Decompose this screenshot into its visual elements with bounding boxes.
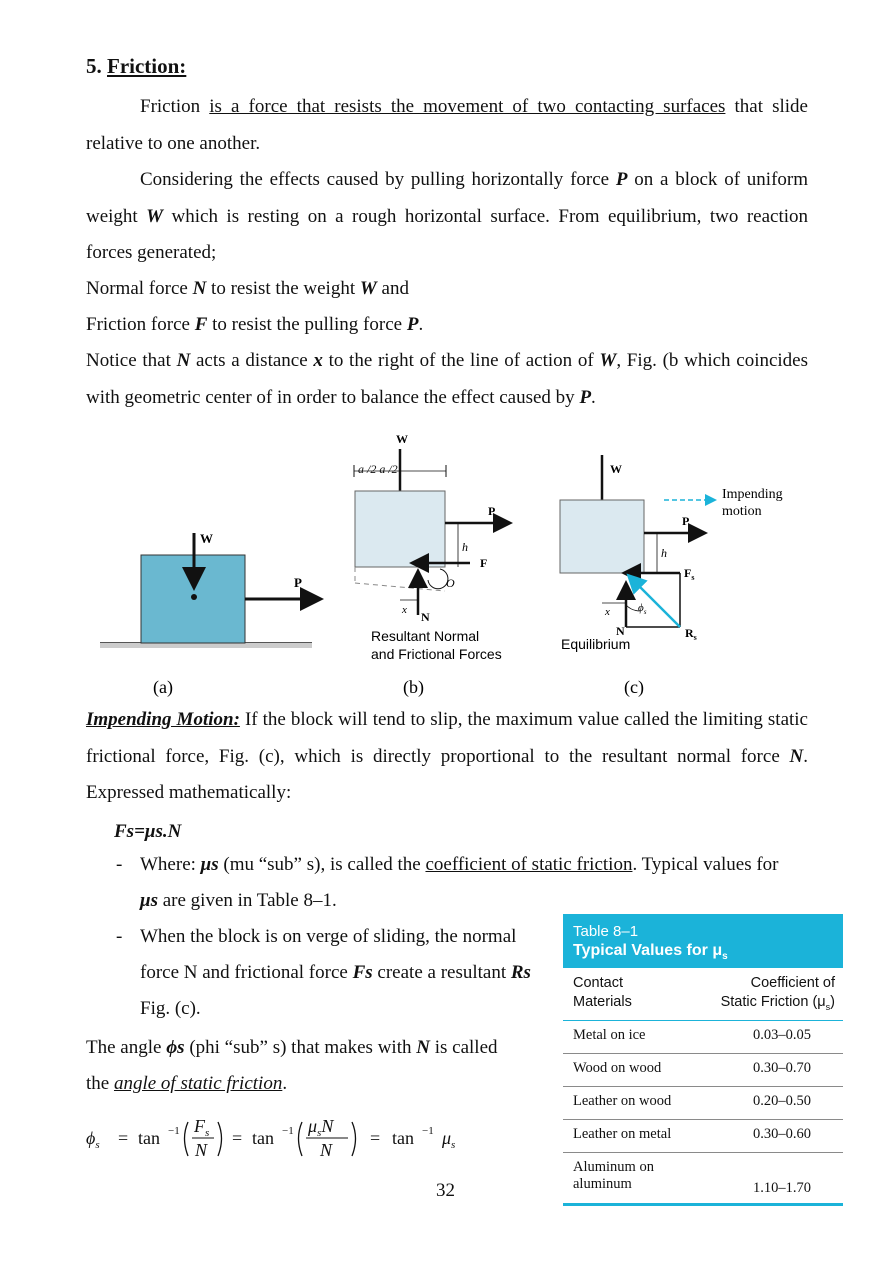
svg-text:−1: −1: [422, 1125, 434, 1137]
label-f-b: F: [480, 556, 488, 570]
label-n-c: N: [616, 624, 625, 638]
label-p-a: P: [294, 575, 302, 590]
formula-static-friction: Fs=μs.N: [114, 821, 182, 842]
svg-text:−1: −1: [168, 1125, 180, 1137]
paragraph-definition: Friction is a force that resists the movement of two contacting surfaces that slide relative to one another.: [86, 96, 808, 154]
label-a: (a): [153, 677, 173, 697]
figure-b: [354, 432, 508, 698]
svg-text:tan: tan: [138, 1128, 160, 1148]
label-w-a: W: [200, 531, 213, 546]
caption-b-2: and Frictional Forces: [371, 646, 502, 662]
table-row: Leather on wood 0.20–0.50: [563, 1087, 843, 1120]
formula-angle: [86, 1108, 486, 1168]
paragraph-notice: Notice that N acts a distance x to the right of the line of action of W, Fig. (b which coincides with geometric center of in order to balance the effect caused by P.: [86, 350, 809, 408]
section-title: Friction:: [107, 54, 187, 78]
label-x-b: x: [402, 604, 407, 616]
bullet-where: Where: μs (mu “sub” s), is called the coefficient of static friction. Typical values for μs are given in Table 8–1.: [140, 854, 779, 911]
label-h-c: h: [661, 546, 667, 560]
label-c: (c): [624, 677, 644, 697]
section-heading: [86, 54, 186, 79]
paragraph-considering: Considering the effects caused by pulling horizontally force P on a block of uniform weight W which is resting on a rough horizontal surface. From equilibrium, two reaction forces generated;: [86, 169, 808, 263]
friction-figure: [0, 425, 892, 705]
svg-text:μs: $\mu_s$: [442, 1128, 456, 1151]
svg-text:N: N: [320, 1140, 333, 1160]
svg-text:=: =: [118, 1128, 129, 1148]
label-phi-c: $\phi_s$: [638, 602, 647, 616]
label-w-c: W: [610, 462, 622, 476]
figure-a: [100, 531, 318, 648]
col-header-coefficient: Coefficient of Static Friction $(\mu_s)$: [720, 975, 835, 1012]
impending-label-1: Impending: [722, 487, 783, 502]
svg-text:Fs: $F_s$: [194, 1116, 210, 1139]
dim-label-b: a /2 a /2: [358, 462, 398, 476]
svg-text:=: =: [370, 1128, 381, 1148]
table-row: Aluminum on aluminum 1.10–1.70: [563, 1153, 843, 1206]
label-h-b: h: [462, 540, 468, 554]
paragraph-impending: Impending Motion: If the block will tend to slip, the maximum value called the limiting static frictional force, Fig. (c), which is directly proportional to the resultant normal force N. Expressed mathematically:: [86, 709, 808, 803]
impending-label-2: motion: [722, 504, 762, 519]
bullet-dash-1: -: [116, 854, 123, 875]
table-title: Table 8–1: [573, 923, 639, 940]
svg-text:tan: tan: [392, 1128, 414, 1148]
caption-c: Equilibrium: [561, 636, 631, 652]
bullet-verge: When the block is on verge of sliding, the normal force N and frictional force Fs create a resultant Rs Fig. (c).: [140, 926, 531, 1019]
bullet-dash-2: -: [116, 926, 123, 947]
caption-b-1: Resultant Normal: [371, 628, 480, 644]
svg-text:−1: −1: [282, 1125, 294, 1137]
label-rs-c: $R_s$: [685, 626, 697, 642]
figure-c: [560, 455, 783, 698]
table-subtitle: Typical Values for $\mu_s$: [573, 942, 728, 963]
label-o-b: O: [446, 576, 455, 590]
line-normal-force: Normal force N to resist the weight W and: [86, 278, 409, 299]
label-w-b: W: [396, 432, 408, 446]
paragraph-angle: The angle ϕs (phi “sub” s) that makes with N is called the angle of static friction.: [86, 1037, 498, 1094]
table-row: Metal on ice 0.03–0.05: [563, 1021, 843, 1054]
label-p-b: P: [488, 504, 496, 518]
block-b: [355, 491, 445, 567]
svg-text:tan: tan: [252, 1128, 274, 1148]
label-n-b: N: [421, 610, 430, 624]
label-b: (b): [403, 677, 424, 697]
svg-text:N: N: [195, 1140, 208, 1160]
svg-text:μsN: $\mu_sN$: [308, 1116, 334, 1139]
svg-text:ϕs: $\phi_s$: [86, 1128, 100, 1151]
page-number: 32: [436, 1180, 455, 1201]
col-header-materials: Contact Materials: [573, 975, 632, 1010]
label-p-c: P: [682, 514, 690, 528]
label-fs-c: $F_s$: [684, 566, 695, 582]
table-row: Leather on metal 0.30–0.60: [563, 1120, 843, 1153]
section-number: 5.: [86, 54, 102, 78]
label-x-c: x: [605, 606, 610, 618]
table-column-headers: [563, 968, 843, 1021]
friction-table: [563, 914, 843, 1206]
line-friction-force: Friction force F to resist the pulling force P.: [86, 314, 424, 335]
svg-text:=: =: [232, 1128, 243, 1148]
table-row: Wood on wood 0.30–0.70: [563, 1054, 843, 1087]
table-header: [563, 914, 843, 968]
block-c: [560, 500, 644, 573]
